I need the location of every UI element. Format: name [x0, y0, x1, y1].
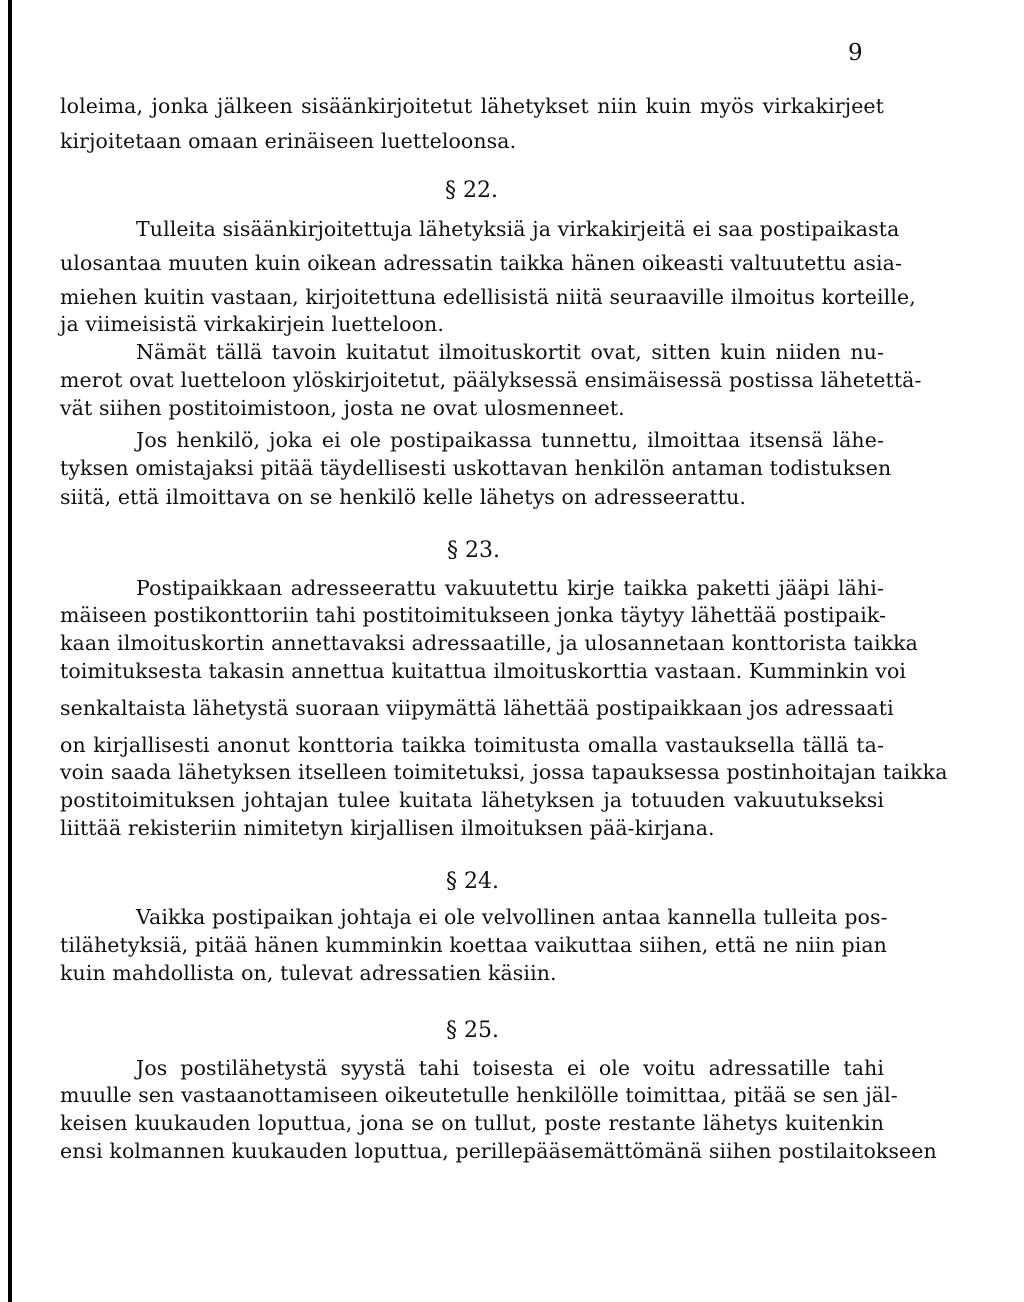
paragraph-line: muulle sen vastaanottamiseen oikeutetulle henkilölle toimittaa, pitää se sen jäl-: [60, 1083, 898, 1107]
paragraph-line: vät siihen postitoimistoon, josta ne ovat ulosmenneet.: [60, 396, 625, 420]
paragraph-line: Vaikka postipaikan johtaja ei ole velvollinen antaa kannella tulleita pos-: [136, 905, 888, 929]
page-number: 9: [848, 40, 863, 66]
paragraph-line: ja viimeisistä virkakirjein luetteloon.: [60, 312, 444, 336]
paragraph-line: on kirjallisesti anonut konttoria taikka toimitusta omalla vastauksella tällä ta-: [60, 733, 884, 757]
section-heading-23: § 23.: [447, 538, 500, 563]
section-heading-25: § 25.: [446, 1018, 499, 1043]
paragraph-line: siitä, että ilmoittava on se henkilö kelle lähetys on adresseerattu.: [60, 485, 747, 509]
paragraph-line: Jos henkilö, joka ei ole postipaikassa tunnettu, ilmoittaa itsensä lähe-: [136, 428, 884, 452]
paragraph-line: mäiseen postikonttoriin tahi postitoimitukseen jonka täytyy lähettää postipaik-: [60, 603, 887, 627]
paragraph-line: ulosantaa muuten kuin oikean adressatin taikka hänen oikeasti valtuutettu asia-: [60, 251, 903, 275]
paragraph-line: kaan ilmoituskortin annettavaksi adressaatille, ja ulosannetaan konttorista taikka: [60, 631, 918, 655]
paragraph-line: tilähetyksiä, pitää hänen kumminkin koettaa vaikuttaa siihen, että ne niin pian: [60, 933, 887, 957]
paragraph-line: kuin mahdollista on, tulevat adressatien käsiin.: [60, 961, 557, 985]
paragraph-line: loleima, jonka jälkeen sisäänkirjoitetut lähetykset niin kuin myös virkakirjeet: [60, 94, 884, 118]
paragraph-line: Tulleita sisäänkirjoitettuja lähetyksiä ja virkakirjeitä ei saa postipaikasta: [136, 217, 900, 241]
paragraph-line: Nämät tällä tavoin kuitatut ilmoituskortit ovat, sitten kuin niiden nu-: [136, 340, 884, 364]
paragraph-line: senkaltaista lähetystä suoraan viipymättä lähettää postipaikkaan jos adressaati: [60, 696, 894, 720]
paragraph-line: merot ovat luetteloon ylöskirjoitetut, päälyksessä ensimäisessä postissa lähetettä-: [60, 368, 922, 392]
paragraph-line: liittää rekisteriin nimitetyn kirjallisen ilmoituksen pää-kirjana.: [60, 816, 715, 840]
section-heading-24: § 24.: [446, 869, 499, 894]
paragraph-line: postitoimituksen johtajan tulee kuitata lähetyksen ja totuuden vakuutukseksi: [60, 788, 884, 812]
section-heading-22: § 22.: [445, 178, 498, 203]
paragraph-line: voin saada lähetyksen itselleen toimitetuksi, jossa tapauksessa postinhoitajan taikka: [60, 760, 948, 784]
paragraph-line: Jos postilähetystä syystä tahi toisesta ei ole voitu adressatille tahi: [136, 1056, 884, 1080]
paragraph-line: keisen kuukauden loputtua, jona se on tullut, poste restante lähetys kuitenkin: [60, 1111, 884, 1135]
paragraph-line: Postipaikkaan adresseerattu vakuutettu kirje taikka paketti jääpi lähi-: [136, 576, 884, 600]
paragraph-line: toimituksesta takasin annettua kuitattua ilmoituskorttia vastaan. Kumminkin voi: [60, 659, 907, 683]
paragraph-line: kirjoitetaan omaan erinäiseen luetteloonsa.: [60, 129, 517, 153]
paragraph-line: miehen kuitin vastaan, kirjoitettuna edellisistä niitä seuraaville ilmoitus korteille,: [60, 285, 916, 309]
paragraph-line: ensi kolmannen kuukauden loputtua, perillepääsemättömänä siihen postilaitokseen: [60, 1139, 937, 1163]
paragraph-line: tyksen omistajaksi pitää täydellisesti uskottavan henkilön antaman todistuksen: [60, 456, 892, 480]
scan-edge: [8, 0, 12, 1302]
